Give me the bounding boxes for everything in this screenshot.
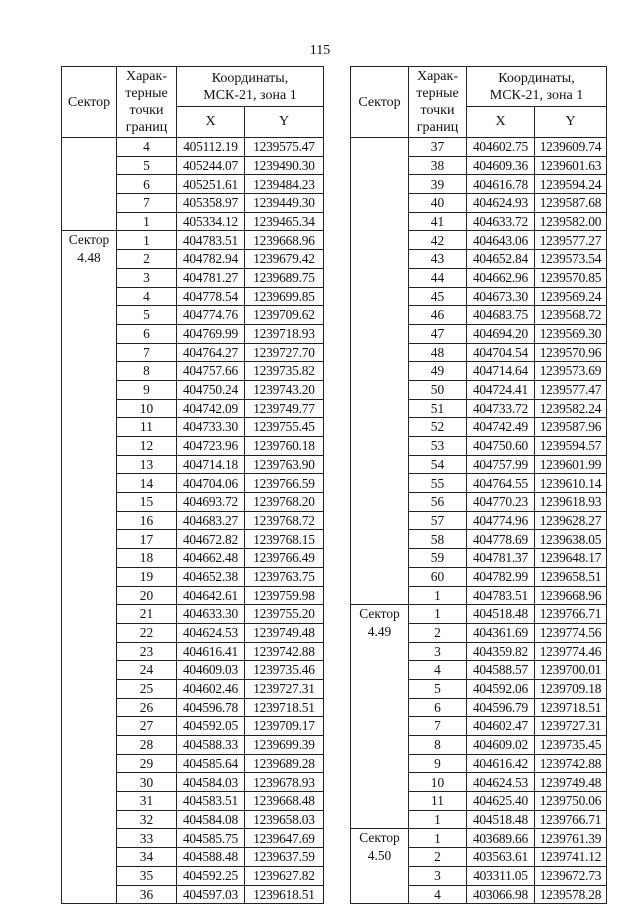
point-number: 45 <box>409 287 467 306</box>
point-number: 5 <box>117 306 177 325</box>
point-number: 14 <box>117 474 177 493</box>
point-number: 13 <box>117 455 177 474</box>
y-coordinate: 1239749.48 <box>245 623 324 642</box>
y-coordinate: 1239601.63 <box>535 156 607 175</box>
y-coordinate: 1239763.90 <box>245 455 324 474</box>
point-number: 46 <box>409 306 467 325</box>
y-coordinate: 1239760.18 <box>245 437 324 456</box>
y-coordinate: 1239647.69 <box>245 829 324 848</box>
y-coordinate: 1239689.75 <box>245 268 324 287</box>
point-number: 17 <box>117 530 177 549</box>
point-number: 55 <box>409 474 467 493</box>
x-coordinate: 404783.51 <box>177 231 245 250</box>
y-coordinate: 1239484.23 <box>245 175 324 194</box>
x-coordinate: 404609.03 <box>177 661 245 680</box>
x-coordinate: 404704.06 <box>177 474 245 493</box>
x-coordinate: 403563.61 <box>467 848 535 867</box>
table-row <box>62 138 324 157</box>
point-number: 3 <box>117 268 177 287</box>
x-coordinate: 404592.05 <box>177 717 245 736</box>
point-number: 22 <box>117 623 177 642</box>
point-number: 15 <box>117 493 177 512</box>
y-coordinate: 1239768.20 <box>245 493 324 512</box>
point-number: 4 <box>117 287 177 306</box>
x-coordinate: 404774.96 <box>467 511 535 530</box>
y-coordinate: 1239735.45 <box>535 736 607 755</box>
point-number: 8 <box>117 362 177 381</box>
y-coordinate: 1239573.69 <box>535 362 607 381</box>
coordinates-table-right <box>350 66 607 904</box>
sector-cell <box>351 138 409 605</box>
y-coordinate: 1239577.27 <box>535 231 607 250</box>
x-coordinate: 404585.75 <box>177 829 245 848</box>
table-row <box>62 231 324 250</box>
x-coordinate: 404609.36 <box>467 156 535 175</box>
point-number: 1 <box>409 810 467 829</box>
y-coordinate: 1239637.59 <box>245 848 324 867</box>
x-coordinate: 404584.08 <box>177 810 245 829</box>
x-coordinate: 404609.02 <box>467 736 535 755</box>
x-coordinate: 403066.98 <box>467 885 535 904</box>
x-coordinate: 404624.53 <box>467 773 535 792</box>
table-body-left <box>62 138 324 904</box>
point-number: 11 <box>409 792 467 811</box>
x-coordinate: 404602.75 <box>467 138 535 157</box>
x-coordinate: 404624.53 <box>177 623 245 642</box>
point-number: 60 <box>409 567 467 586</box>
point-number: 4 <box>409 661 467 680</box>
point-number: 2 <box>409 623 467 642</box>
x-coordinate: 404596.78 <box>177 698 245 717</box>
x-coordinate: 404616.42 <box>467 754 535 773</box>
point-number: 1 <box>409 586 467 605</box>
point-number: 9 <box>409 754 467 773</box>
x-coordinate: 404714.64 <box>467 362 535 381</box>
x-coordinate: 404588.33 <box>177 736 245 755</box>
x-coordinate: 404642.61 <box>177 586 245 605</box>
y-coordinate: 1239735.46 <box>245 661 324 680</box>
y-coordinate: 1239575.47 <box>245 138 324 157</box>
y-coordinate: 1239668.96 <box>245 231 324 250</box>
y-coordinate: 1239735.82 <box>245 362 324 381</box>
x-coordinate: 405334.12 <box>177 212 245 231</box>
point-number: 48 <box>409 343 467 362</box>
y-coordinate: 1239755.45 <box>245 418 324 437</box>
y-coordinate: 1239749.77 <box>245 399 324 418</box>
point-number: 23 <box>117 642 177 661</box>
point-number: 41 <box>409 212 467 231</box>
y-coordinate: 1239610.14 <box>535 474 607 493</box>
y-coordinate: 1239727.31 <box>245 679 324 698</box>
y-coordinate: 1239594.24 <box>535 175 607 194</box>
x-coordinate: 404518.48 <box>467 810 535 829</box>
y-coordinate: 1239628.27 <box>535 511 607 530</box>
x-coordinate: 404596.79 <box>467 698 535 717</box>
y-coordinate: 1239568.72 <box>535 306 607 325</box>
point-number: 11 <box>117 418 177 437</box>
point-number: 6 <box>409 698 467 717</box>
point-number: 35 <box>117 866 177 885</box>
y-coordinate: 1239679.42 <box>245 250 324 269</box>
x-coordinate: 404750.24 <box>177 380 245 399</box>
y-coordinate: 1239709.18 <box>535 679 607 698</box>
point-number: 9 <box>117 380 177 399</box>
x-coordinate: 404693.72 <box>177 493 245 512</box>
x-coordinate: 404778.54 <box>177 287 245 306</box>
x-coordinate: 404518.48 <box>467 605 535 624</box>
x-coordinate: 404733.72 <box>467 399 535 418</box>
x-coordinate: 404781.37 <box>467 549 535 568</box>
y-coordinate: 1239709.62 <box>245 306 324 325</box>
x-coordinate: 404694.20 <box>467 324 535 343</box>
y-coordinate: 1239658.03 <box>245 810 324 829</box>
x-coordinate: 404633.72 <box>467 212 535 231</box>
y-coordinate: 1239573.54 <box>535 250 607 269</box>
x-coordinate: 404683.27 <box>177 511 245 530</box>
point-number: 27 <box>117 717 177 736</box>
y-coordinate: 1239766.71 <box>535 810 607 829</box>
x-coordinate: 404774.76 <box>177 306 245 325</box>
page-number: 115 <box>309 43 331 58</box>
y-coordinate: 1239699.39 <box>245 736 324 755</box>
point-number: 57 <box>409 511 467 530</box>
y-coordinate: 1239449.30 <box>245 194 324 213</box>
x-coordinate: 404597.03 <box>177 885 245 904</box>
point-number: 7 <box>117 343 177 362</box>
y-coordinate: 1239658.51 <box>535 567 607 586</box>
x-coordinate: 403689.66 <box>467 829 535 848</box>
x-coordinate: 404733.30 <box>177 418 245 437</box>
y-coordinate: 1239727.70 <box>245 343 324 362</box>
x-coordinate: 405112.19 <box>177 138 245 157</box>
y-coordinate: 1239741.12 <box>535 848 607 867</box>
y-coordinate: 1239759.98 <box>245 586 324 605</box>
x-coordinate: 404781.27 <box>177 268 245 287</box>
point-number: 4 <box>409 885 467 904</box>
y-coordinate: 1239569.30 <box>535 324 607 343</box>
y-coordinate: 1239627.82 <box>245 866 324 885</box>
x-coordinate: 404602.46 <box>177 679 245 698</box>
x-coordinate: 404585.64 <box>177 754 245 773</box>
x-coordinate: 405244.07 <box>177 156 245 175</box>
table-body-right <box>351 138 607 904</box>
point-number: 6 <box>117 175 177 194</box>
point-number: 25 <box>117 679 177 698</box>
y-coordinate: 1239689.28 <box>245 754 324 773</box>
y-coordinate: 1239768.72 <box>245 511 324 530</box>
x-coordinate: 404652.38 <box>177 567 245 586</box>
x-coordinate: 404361.69 <box>467 623 535 642</box>
header-y: Y <box>535 107 607 138</box>
point-number: 10 <box>117 399 177 418</box>
y-coordinate: 1239609.74 <box>535 138 607 157</box>
y-coordinate: 1239700.01 <box>535 661 607 680</box>
x-coordinate: 404592.06 <box>467 679 535 698</box>
y-coordinate: 1239648.17 <box>535 549 607 568</box>
y-coordinate: 1239578.28 <box>535 885 607 904</box>
y-coordinate: 1239490.30 <box>245 156 324 175</box>
x-coordinate: 404783.51 <box>467 586 535 605</box>
point-number: 56 <box>409 493 467 512</box>
point-number: 51 <box>409 399 467 418</box>
point-number: 52 <box>409 418 467 437</box>
y-coordinate: 1239678.93 <box>245 773 324 792</box>
y-coordinate: 1239743.20 <box>245 380 324 399</box>
point-number: 44 <box>409 268 467 287</box>
y-coordinate: 1239699.85 <box>245 287 324 306</box>
point-number: 7 <box>409 717 467 736</box>
coordinates-table-left <box>61 66 324 904</box>
y-coordinate: 1239749.48 <box>535 773 607 792</box>
x-coordinate: 404723.96 <box>177 437 245 456</box>
y-coordinate: 1239618.51 <box>245 885 324 904</box>
x-coordinate: 404602.47 <box>467 717 535 736</box>
x-coordinate: 404778.69 <box>467 530 535 549</box>
header-coordinates: Координаты, МСК-21, зона 1 <box>467 67 607 107</box>
header-x: X <box>177 107 245 138</box>
y-coordinate: 1239570.96 <box>535 343 607 362</box>
y-coordinate: 1239750.06 <box>535 792 607 811</box>
y-coordinate: 1239766.49 <box>245 549 324 568</box>
point-number: 47 <box>409 324 467 343</box>
point-number: 19 <box>117 567 177 586</box>
x-coordinate: 404616.41 <box>177 642 245 661</box>
point-number: 3 <box>409 866 467 885</box>
point-number: 2 <box>409 848 467 867</box>
point-number: 26 <box>117 698 177 717</box>
point-number: 1 <box>409 605 467 624</box>
x-coordinate: 404742.49 <box>467 418 535 437</box>
point-number: 58 <box>409 530 467 549</box>
point-number: 38 <box>409 156 467 175</box>
y-coordinate: 1239763.75 <box>245 567 324 586</box>
header-points: Харак- терные точки границ <box>409 67 467 138</box>
x-coordinate: 404616.78 <box>467 175 535 194</box>
x-coordinate: 404662.48 <box>177 549 245 568</box>
point-number: 2 <box>117 250 177 269</box>
y-coordinate: 1239718.51 <box>245 698 324 717</box>
x-coordinate: 404643.06 <box>467 231 535 250</box>
y-coordinate: 1239668.48 <box>245 792 324 811</box>
sector-cell: Сектор 4.48 <box>62 231 117 904</box>
sector-cell: Сектор 4.49 <box>351 605 409 829</box>
point-number: 16 <box>117 511 177 530</box>
y-coordinate: 1239577.47 <box>535 380 607 399</box>
y-coordinate: 1239755.20 <box>245 605 324 624</box>
sector-cell: Сектор 4.50 <box>351 829 409 904</box>
point-number: 18 <box>117 549 177 568</box>
x-coordinate: 404662.96 <box>467 268 535 287</box>
y-coordinate: 1239774.56 <box>535 623 607 642</box>
point-number: 20 <box>117 586 177 605</box>
point-number: 10 <box>409 773 467 792</box>
y-coordinate: 1239618.93 <box>535 493 607 512</box>
point-number: 39 <box>409 175 467 194</box>
x-coordinate: 404583.51 <box>177 792 245 811</box>
point-number: 53 <box>409 437 467 456</box>
x-coordinate: 404742.09 <box>177 399 245 418</box>
point-number: 33 <box>117 829 177 848</box>
x-coordinate: 404633.30 <box>177 605 245 624</box>
x-coordinate: 404757.99 <box>467 455 535 474</box>
x-coordinate: 404770.23 <box>467 493 535 512</box>
sector-cell <box>62 138 117 231</box>
point-number: 36 <box>117 885 177 904</box>
point-number: 43 <box>409 250 467 269</box>
header-sector: Сектор <box>62 67 117 138</box>
y-coordinate: 1239718.93 <box>245 324 324 343</box>
point-number: 5 <box>409 679 467 698</box>
y-coordinate: 1239742.88 <box>535 754 607 773</box>
y-coordinate: 1239587.96 <box>535 418 607 437</box>
x-coordinate: 404764.55 <box>467 474 535 493</box>
point-number: 54 <box>409 455 467 474</box>
point-number: 40 <box>409 194 467 213</box>
x-coordinate: 404584.03 <box>177 773 245 792</box>
x-coordinate: 404673.30 <box>467 287 535 306</box>
point-number: 21 <box>117 605 177 624</box>
y-coordinate: 1239742.88 <box>245 642 324 661</box>
x-coordinate: 404625.40 <box>467 792 535 811</box>
point-number: 1 <box>117 212 177 231</box>
table-row <box>351 829 607 848</box>
point-number: 59 <box>409 549 467 568</box>
x-coordinate: 404588.57 <box>467 661 535 680</box>
point-number: 5 <box>117 156 177 175</box>
y-coordinate: 1239668.96 <box>535 586 607 605</box>
point-number: 8 <box>409 736 467 755</box>
x-coordinate: 404764.27 <box>177 343 245 362</box>
point-number: 34 <box>117 848 177 867</box>
x-coordinate: 404769.99 <box>177 324 245 343</box>
y-coordinate: 1239766.71 <box>535 605 607 624</box>
y-coordinate: 1239709.17 <box>245 717 324 736</box>
point-number: 49 <box>409 362 467 381</box>
point-number: 12 <box>117 437 177 456</box>
y-coordinate: 1239768.15 <box>245 530 324 549</box>
x-coordinate: 404757.66 <box>177 362 245 381</box>
y-coordinate: 1239672.73 <box>535 866 607 885</box>
y-coordinate: 1239587.68 <box>535 194 607 213</box>
table-row <box>351 605 607 624</box>
table-row <box>351 138 607 157</box>
y-coordinate: 1239638.05 <box>535 530 607 549</box>
header-points: Харак- терные точки границ <box>117 67 177 138</box>
x-coordinate: 404724.41 <box>467 380 535 399</box>
y-coordinate: 1239766.59 <box>245 474 324 493</box>
y-coordinate: 1239601.99 <box>535 455 607 474</box>
point-number: 37 <box>409 138 467 157</box>
point-number: 24 <box>117 661 177 680</box>
y-coordinate: 1239727.31 <box>535 717 607 736</box>
point-number: 32 <box>117 810 177 829</box>
point-number: 1 <box>409 829 467 848</box>
x-coordinate: 405251.61 <box>177 175 245 194</box>
x-coordinate: 404672.82 <box>177 530 245 549</box>
point-number: 31 <box>117 792 177 811</box>
y-coordinate: 1239582.24 <box>535 399 607 418</box>
x-coordinate: 404782.94 <box>177 250 245 269</box>
x-coordinate: 404359.82 <box>467 642 535 661</box>
x-coordinate: 403311.05 <box>467 866 535 885</box>
x-coordinate: 404624.93 <box>467 194 535 213</box>
point-number: 7 <box>117 194 177 213</box>
header-sector: Сектор <box>351 67 409 138</box>
point-number: 4 <box>117 138 177 157</box>
header-y: Y <box>245 107 324 138</box>
header-x: X <box>467 107 535 138</box>
y-coordinate: 1239594.57 <box>535 437 607 456</box>
y-coordinate: 1239569.24 <box>535 287 607 306</box>
x-coordinate: 404588.48 <box>177 848 245 867</box>
x-coordinate: 404704.54 <box>467 343 535 362</box>
y-coordinate: 1239465.34 <box>245 212 324 231</box>
point-number: 30 <box>117 773 177 792</box>
y-coordinate: 1239570.85 <box>535 268 607 287</box>
point-number: 3 <box>409 642 467 661</box>
x-coordinate: 404683.75 <box>467 306 535 325</box>
point-number: 42 <box>409 231 467 250</box>
x-coordinate: 404652.84 <box>467 250 535 269</box>
y-coordinate: 1239774.46 <box>535 642 607 661</box>
point-number: 1 <box>117 231 177 250</box>
x-coordinate: 404592.25 <box>177 866 245 885</box>
x-coordinate: 404750.60 <box>467 437 535 456</box>
x-coordinate: 404714.18 <box>177 455 245 474</box>
point-number: 28 <box>117 736 177 755</box>
x-coordinate: 405358.97 <box>177 194 245 213</box>
y-coordinate: 1239582.00 <box>535 212 607 231</box>
y-coordinate: 1239761.39 <box>535 829 607 848</box>
y-coordinate: 1239718.51 <box>535 698 607 717</box>
header-coordinates: Координаты, МСК-21, зона 1 <box>177 67 324 107</box>
point-number: 50 <box>409 380 467 399</box>
point-number: 29 <box>117 754 177 773</box>
point-number: 6 <box>117 324 177 343</box>
x-coordinate: 404782.99 <box>467 567 535 586</box>
